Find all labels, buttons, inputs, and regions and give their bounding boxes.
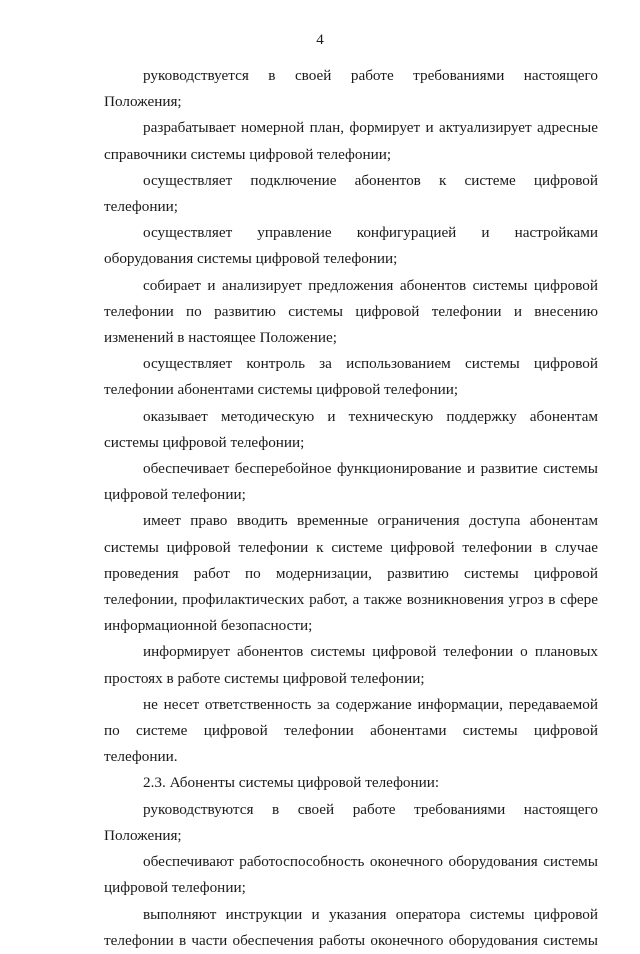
paragraph: разрабатывает номерной план, формирует и актуализирует адресные справочники системы цифровой телефонии; (104, 119, 598, 163)
paragraph: руководствуются в своей работе требованиями настоящего Положения; (104, 800, 598, 844)
section-heading: 2.3. Абоненты системы цифровой телефонии: (143, 774, 440, 792)
paragraph: имеет право вводить временные ограничения доступа абонентам системы цифровой телефонии к системе цифровой телефонии в случае проведения работ по модернизации, развитию системы цифровой телефонии, профилактических работ, а также возникновения угроз в сфере информационной безопасности; (104, 512, 598, 635)
paragraph: информирует абонентов системы цифровой телефонии о плановых простоях в работе системы цифровой телефонии; (104, 643, 598, 687)
paragraph: собирает и анализирует предложения абонентов системы цифровой телефонии по развитию системы цифровой телефонии и внесению изменений в настоящее Положение; (104, 276, 598, 347)
paragraph: осуществляет управление конфигурацией и настройками оборудования системы цифровой телефонии; (104, 224, 598, 268)
page-number: 4 (316, 32, 324, 48)
document-body (104, 63, 598, 954)
paragraph: не несет ответственность за содержание информации, передаваемой по системе цифровой телефонии абонентами системы цифровой телефонии. (104, 695, 598, 766)
paragraph: обеспечивают работоспособность оконечного оборудования системы цифровой телефонии; (104, 853, 598, 897)
paragraph: осуществляет контроль за использованием системы цифровой телефонии абонентами системы цифровой телефонии; (104, 355, 598, 399)
paragraph: руководствуется в своей работе требованиями настоящего Положения; (104, 67, 598, 111)
paragraph: осуществляет подключение абонентов к системе цифровой телефонии; (104, 171, 598, 216)
paragraph: обеспечивает бесперебойное функционирование и развитие системы цифровой телефонии; (104, 460, 598, 504)
paragraph: оказывает методическую и техническую поддержку абонентам системы цифровой телефонии; (104, 407, 598, 451)
paragraph: выполняют инструкции и указания оператора системы цифровой телефонии в части обеспечения работы оконечного оборудования системы (104, 905, 598, 949)
